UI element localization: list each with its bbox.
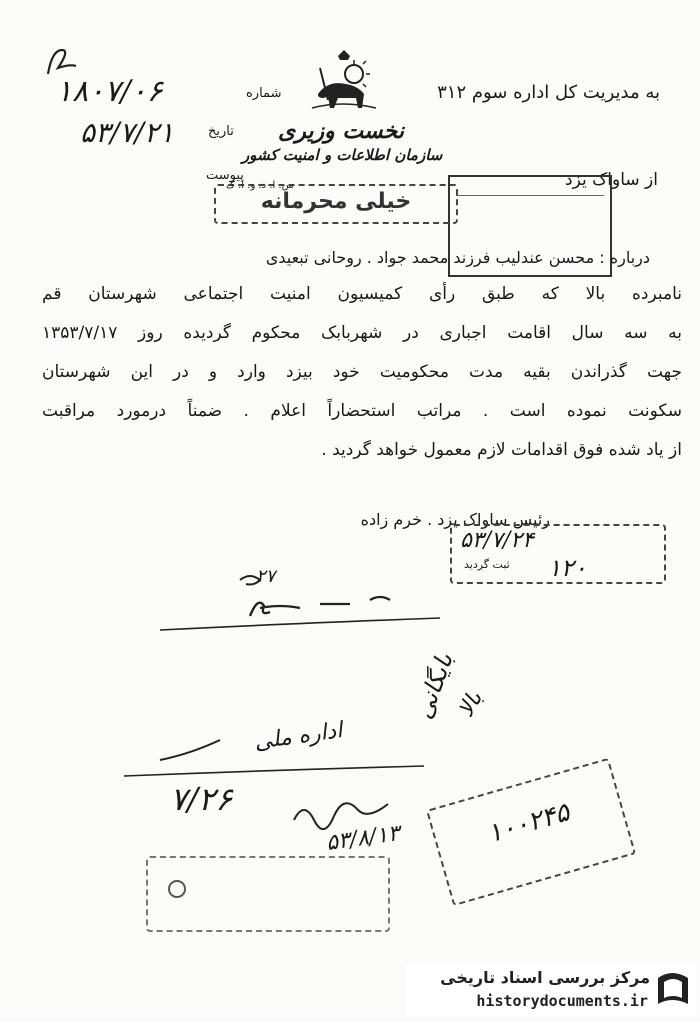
archive-number: ۱۰۰۲۴۵	[484, 797, 573, 850]
org-name: نخست وزیری	[278, 118, 404, 144]
number-label: شماره	[246, 86, 282, 101]
received-number: ۱۲۰	[548, 554, 587, 582]
lion-and-sun-emblem-icon	[308, 48, 380, 118]
faint-stamp	[146, 856, 390, 932]
received-date: ۵۳/۷/۲۴	[460, 528, 534, 553]
watermark-title: مرکز بررسی اسناد تاریخی	[440, 968, 650, 987]
body-line: سکونت نموده است . مراتب استحضاراً اعلام . ضمناً درمورد مراقبت	[42, 401, 682, 421]
recipient-line: به مدیریت کل اداره سوم ۳۱۲	[437, 82, 660, 103]
received-stamp	[450, 524, 666, 584]
handwritten-signature-icon	[150, 560, 450, 640]
handwritten-note-archive: بایگانی	[409, 649, 459, 723]
body-line: جهت گذراندن بقیه مدت محکومیت خود بیزد وارد و در این شهرستان	[42, 362, 682, 382]
attachment-label: پیوست	[206, 168, 244, 183]
handwritten-mark-icon	[40, 44, 80, 80]
handwritten-strokes-icon	[120, 730, 440, 780]
date-value: ۵۳/۷/۲۱	[80, 116, 175, 149]
small-code: س. ا. د. و. ا. ک	[226, 180, 294, 191]
stamp-circle-icon	[168, 880, 186, 898]
handwritten-date-mid: ۷/۲۶	[170, 780, 233, 818]
subject-line: درباره : محسن عندلیب فرزند محمد جواد . روحانی تبعیدی	[265, 248, 650, 267]
body-line: نامبرده بالا که طبق رأی کمیسیون امنیت اجتماعی شهرستان قم	[42, 284, 682, 304]
handwritten-note-above: بالا	[453, 687, 488, 722]
handwritten-date-low: ۵۳/۸/۱۳	[324, 820, 402, 857]
classification-text: خیلی محرمانه	[260, 189, 412, 214]
received-label: ثبت گردید	[464, 558, 510, 571]
archive-number-stamp	[426, 758, 636, 906]
sender-line: از ساواک یزد	[565, 170, 658, 190]
watermark-url: historydocuments.ir	[476, 992, 648, 1010]
number-value: ۱۸۰۷/۰۶	[56, 74, 163, 109]
body-line: به سه سال اقامت اجباری در شهربابک محکوم گردیده روز ۱۳۵۳/۷/۱۷	[42, 323, 682, 343]
org-subtitle: سازمان اطلاعات و امنیت کشور	[242, 146, 443, 164]
handwritten-dept: اداره ملی	[252, 717, 344, 756]
archive-logo-icon	[654, 968, 692, 1010]
watermark	[406, 964, 696, 1016]
initial-note: ۲۷	[256, 566, 276, 587]
body-line: از یاد شده فوق اقدامات لازم معمول خواهد گردید .	[321, 440, 682, 460]
signature-line: رئیس ساواک یزد . خرم زاده	[360, 510, 550, 529]
date-label: تاریخ	[208, 124, 234, 139]
